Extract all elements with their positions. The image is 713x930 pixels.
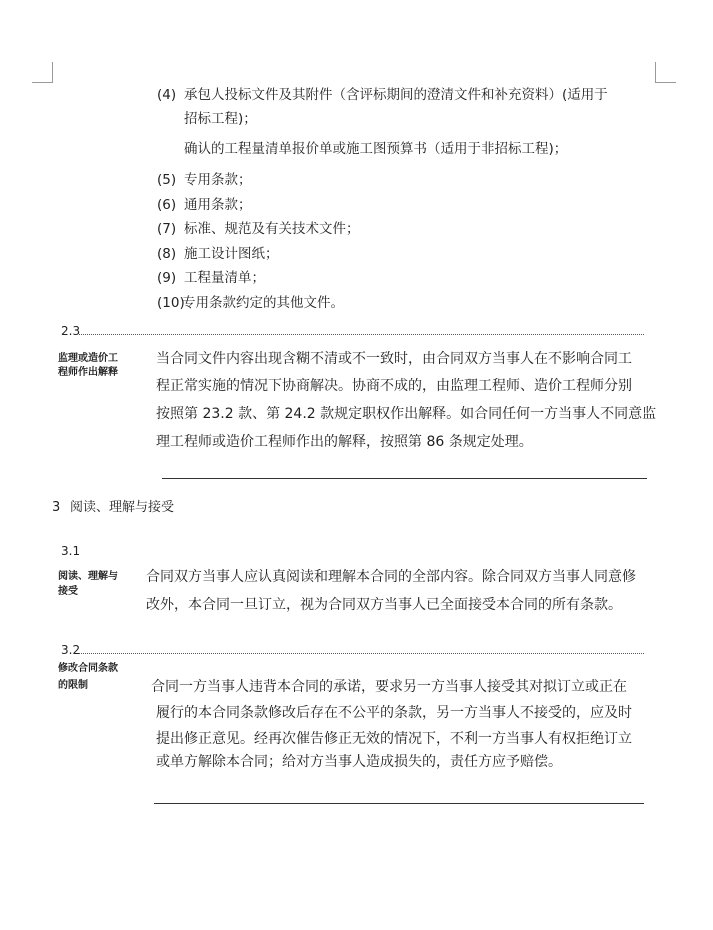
list-item-text: 承包人投标文件及其附件（含评标期间的澄清文件和补充资料）(适用于	[184, 87, 608, 103]
list-item-number: (8)	[157, 246, 177, 262]
clause-side-title: 程师作出解释	[58, 367, 118, 378]
clause-number: 3.2	[61, 643, 81, 657]
clause-side-title: 修改合同条款	[58, 663, 118, 674]
list-item-text: 标准、规范及有关技术文件；	[184, 221, 360, 237]
list-item-text: 通用条款；	[184, 197, 252, 213]
clause-body-line: 按照第 23.2 款、第 24.2 款规定职权作出解释。如合同任何一方当事人不同意监	[156, 406, 657, 422]
list-item-number: (6)	[157, 197, 177, 213]
clause-body-line: 提出修正意见。经再次催告修正无效的情况下，不利一方当事人有权拒绝订立	[156, 731, 632, 747]
clause-side-title: 监理或造价工	[58, 353, 118, 364]
list-item-text: 招标工程)；	[184, 111, 257, 127]
clause-end-rule	[154, 803, 644, 804]
clause-number: 3.1	[61, 544, 81, 558]
clause-side-title: 阅读、理解与	[58, 571, 118, 582]
clause-number: 2.3	[61, 324, 81, 338]
dotted-leader	[79, 653, 644, 654]
dotted-leader	[79, 334, 644, 335]
chapter-title: 阅读、理解与接受	[70, 500, 175, 515]
clause-body-line: 合同一方当事人违背本合同的承诺，要求另一方当事人接受其对拟订立或正在	[151, 679, 627, 695]
list-item-text: 施工设计图纸；	[184, 246, 279, 262]
clause-end-rule	[162, 478, 647, 479]
list-item-number: (7)	[157, 221, 177, 237]
clause-body-line: 合同双方当事人应认真阅读和理解本合同的全部内容。除合同双方当事人同意修	[146, 569, 636, 585]
list-item-text: 确认的工程量清单报价单或施工图预算书（适用于非招标工程)；	[184, 141, 568, 157]
clause-body-line: 当合同文件内容出现含糊不清或不一致时，由合同双方当事人在不影响合同工	[156, 351, 632, 367]
list-item-number: (5)	[157, 172, 177, 188]
clause-body-line: 程正常实施的情况下协商解决。协商不成的，由监理工程师、造价工程师分别	[156, 378, 632, 394]
clause-body-line: 改外，本合同一旦订立，视为合同双方当事人已全面接受本合同的所有条款。	[146, 597, 622, 613]
chapter-number: 3	[52, 500, 61, 515]
list-item-text: 工程量清单；	[184, 270, 265, 286]
clause-body-line: 理工程师或造价工程师作出的解释，按照第 86 条规定处理。	[156, 434, 533, 450]
clause-body-line: 履行的本合同条款修改后存在不公平的条款，另一方当事人不接受的，应及时	[156, 705, 632, 721]
list-item-text: 专用条款约定的其他文件。	[182, 295, 344, 311]
list-item-number: (10)	[157, 295, 185, 311]
list-item-number: (9)	[157, 270, 177, 286]
list-item-number: (4)	[157, 87, 177, 103]
clause-body-line: 或单方解除本合同；给对方当事人造成损失的，责任方应予赔偿。	[156, 754, 562, 770]
clause-side-title: 的限制	[58, 680, 88, 691]
clause-side-title: 接受	[58, 586, 78, 597]
crop-mark-top-left	[32, 62, 53, 83]
list-item-text: 专用条款；	[184, 172, 252, 188]
crop-mark-top-right	[655, 62, 676, 83]
